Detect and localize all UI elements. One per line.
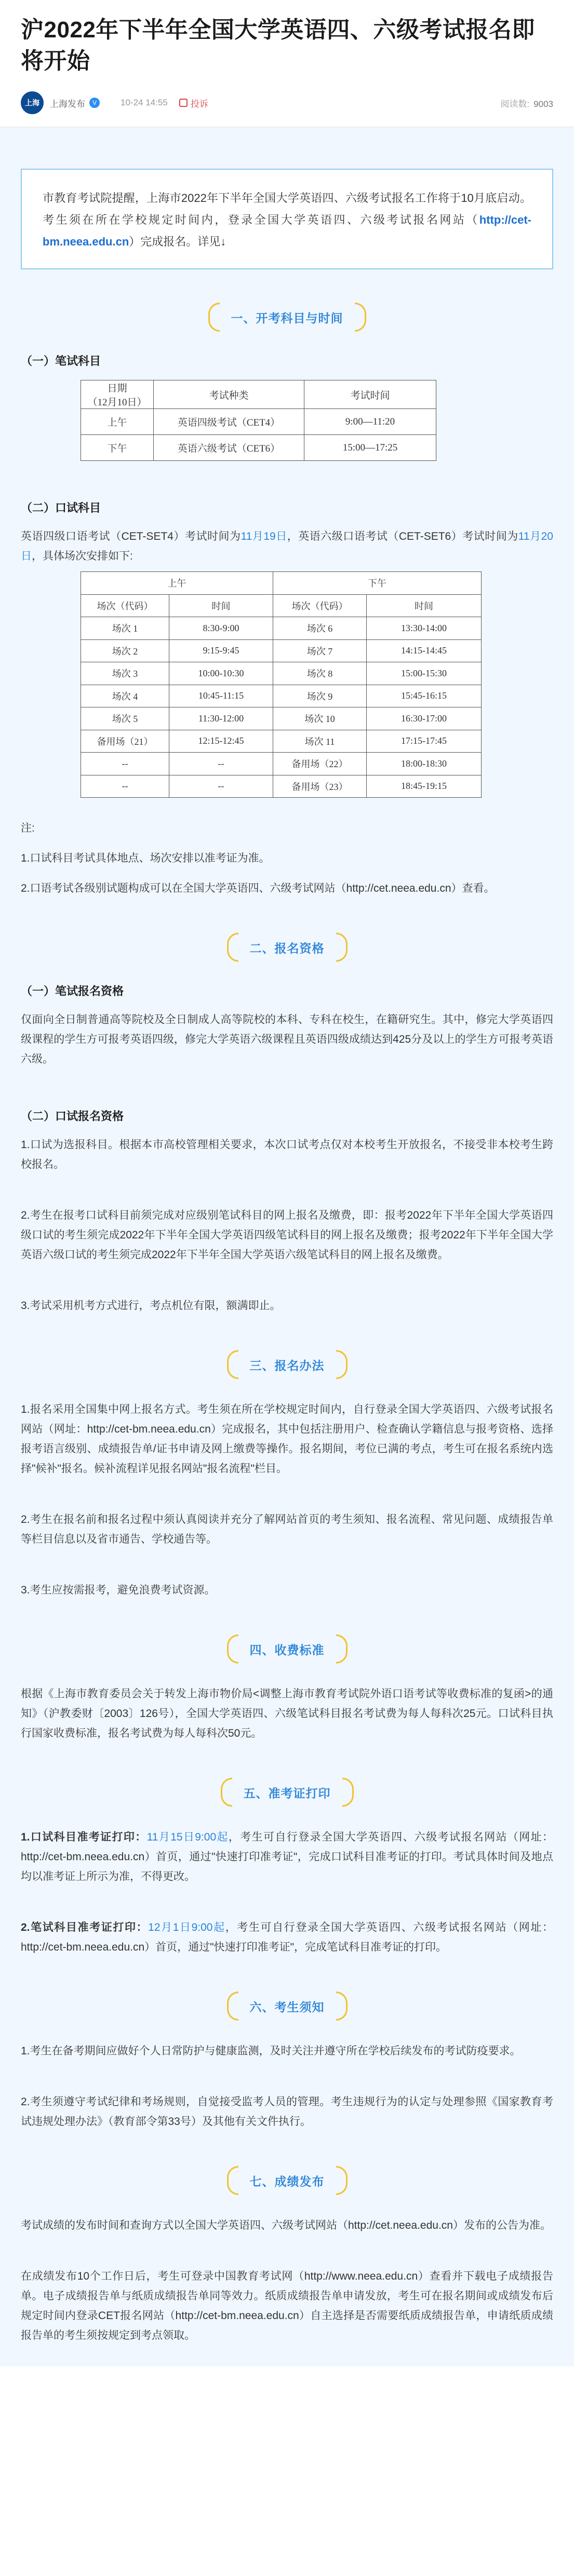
table-cell: 场次 2 xyxy=(81,639,169,662)
registration-link[interactable]: http://cet-bm.neea.edu.cn xyxy=(43,213,531,248)
table-row xyxy=(81,775,482,798)
table-cell: 备用场（21） xyxy=(81,730,169,753)
paragraph: 3.考生应按需报考，避免浪费考试资源。 xyxy=(21,1584,216,1596)
table-row xyxy=(81,753,482,775)
written-ticket-label: 2.笔试科目准考证打印： xyxy=(21,1921,149,1933)
section-title-2 xyxy=(21,933,553,962)
table-header-cell: 上午 xyxy=(81,572,273,595)
table-row xyxy=(81,662,482,685)
left-bracket-decor xyxy=(227,2166,238,2195)
section-title-text: 七、成绩发布 xyxy=(249,2174,325,2188)
avatar-text: 上海 xyxy=(25,99,39,107)
oral-date-2: 11月20日 xyxy=(21,530,553,562)
paragraph: 1.报名采用全国集中网上报名方式。考生须在所在学校规定时间内，自行登录全国大学英语四、六级考试报名网站（网址：http://cet-bm.neea.edu.cn）完成报名，其中包括注册用户、检查确认学籍信息与报考资格、选择报考语言级别、成绩报告单/证书申请及网上缴费等操作。报名期间，考位已满的考点，考生可在报名系统内选择"候补"报名。候补流程详见报名网站"报名流程"栏目。 xyxy=(21,1403,553,1475)
oral-date-1: 11月19日 xyxy=(241,530,287,542)
section-title-1 xyxy=(21,303,553,332)
publish-date: 10-24 14:55 xyxy=(121,98,168,107)
left-bracket-decor xyxy=(227,1992,238,2021)
admission-oral-paragraph xyxy=(21,1828,553,1887)
source-name[interactable]: 上海发布 xyxy=(50,99,85,109)
right-bracket-decor xyxy=(336,2166,348,2195)
right-bracket-decor xyxy=(336,1350,348,1379)
paragraph: 在成绩发布10个工作日后，考生可登录中国教育考试网（http://www.neea.edu.cn）查看并下载电子成绩报告单。电子成绩报告单与纸质成绩报告单同等效力。纸质成绩报告单申请发放，考生可在报名期间或成绩发布后规定时间内登录CET报名网站（http://cet-bm.neea.edu.cn）自主选择是否需要纸质成绩报告单，申请纸质成绩报告单的考生须按规定到考点领取。 xyxy=(21,2270,553,2341)
table-cell: 场次 9 xyxy=(273,685,367,707)
note-label: 注: xyxy=(21,822,35,834)
subtitle-oral-eligibility: （二）口试报名资格 xyxy=(21,1110,124,1123)
table-cell: 13:30-14:00 xyxy=(367,617,482,640)
section-title-6 xyxy=(21,1992,553,2021)
oral-text-c: ，具体场次安排如下: xyxy=(32,550,133,562)
table-header-row xyxy=(81,594,482,617)
right-bracket-decor xyxy=(355,303,366,332)
table-header-row xyxy=(81,572,482,595)
table-cell: 18:00-18:30 xyxy=(367,753,482,775)
table-cell: 8:30-9:00 xyxy=(169,617,273,640)
article-header xyxy=(0,0,574,114)
table-cell: 上午 xyxy=(81,409,154,435)
paragraph: 2.考生在报名前和报名过程中须认真阅读并充分了解网站首页的考生须知、报名流程、常见问题、成绩报告单等栏目信息以及省市通告、学校通告等。 xyxy=(21,1514,553,1545)
oral-ticket-text: ，考生可自行登录全国大学英语四、六级考试报名网站（网址：http://cet-bm.neea.edu.cn）首页，通过"快速打印准考证"，完成口试科目准考证的打印。考试具体时间及地点均以准考证上所示为准，不得更改。 xyxy=(21,1831,554,1883)
right-bracket-decor xyxy=(336,1992,348,2021)
table-header-cell: 时间 xyxy=(169,594,273,617)
table-cell: 15:45-16:15 xyxy=(367,685,482,707)
table-cell: 12:15-12:45 xyxy=(169,730,273,753)
paragraph: 根据《上海市教育委员会关于转发上海市物价局<调整上海市教育考试院外语口语考试等收费标准的复函>的通知》（沪教委财〔2003〕126号），全国大学英语四、六级笔试科目报名考试费为每人每科次25元。口试科目执行国家收费标准，报名考试费为每人每科次50元。 xyxy=(21,1688,553,1739)
table-header-cell: 场次（代码） xyxy=(273,594,367,617)
table-cell: 11:30-12:00 xyxy=(169,707,273,730)
right-bracket-decor xyxy=(336,1634,348,1664)
section-title-5 xyxy=(21,1778,553,1807)
subtitle-oral: （二）口试科目 xyxy=(21,501,101,514)
table-cell: 场次 4 xyxy=(81,685,169,707)
table-row xyxy=(81,435,436,461)
table-cell: 场次 8 xyxy=(273,662,367,685)
paragraph: 仅面向全日制普通高等院校及全日制成人高等院校的本科、专科在校生，在籍研究生。其中，修完大学英语四级课程的学生方可报考英语四级，修完大学英语六级课程且英语四级成绩达到425分及以上的学生方可报考英语六级。 xyxy=(21,1014,553,1065)
table-cell: 下午 xyxy=(81,435,154,461)
report-link[interactable] xyxy=(179,97,208,110)
table-cell: 16:30-17:00 xyxy=(367,707,482,730)
table-cell: -- xyxy=(169,753,273,775)
note-2: 2.口语考试各级别试题构成可以在全国大学英语四、六级考试网站（http://cet.neea.edu.cn）查看。 xyxy=(21,882,495,894)
admission-written-paragraph xyxy=(21,1918,553,1957)
right-bracket-decor xyxy=(342,1778,354,1807)
table-cell: 场次 6 xyxy=(273,617,367,640)
section-title-7 xyxy=(21,2166,553,2195)
section-title-text: 五、准考证打印 xyxy=(243,1786,331,1800)
section-title-4 xyxy=(21,1634,553,1664)
article-title: 沪2022年下半年全国大学英语四、六级考试报名即将开始 xyxy=(21,17,535,74)
table-cell: 场次 11 xyxy=(273,730,367,753)
oral-text-a: 英语四级口语考试（CET-SET4）考试时间为 xyxy=(21,530,241,542)
table-cell: 备用场（23） xyxy=(273,775,367,798)
table-cell: 9:15-9:45 xyxy=(169,639,273,662)
reads-label: 阅读数: xyxy=(500,99,530,109)
table-cell: 9:00—11:20 xyxy=(304,409,436,435)
oral-text-b: ，英语六级口语考试（CET-SET6）考试时间为 xyxy=(287,530,518,542)
table-cell: 17:15-17:45 xyxy=(367,730,482,753)
left-bracket-decor xyxy=(227,1350,238,1379)
table-cell: 场次 7 xyxy=(273,639,367,662)
section-title-text: 六、考生须知 xyxy=(249,2000,325,2014)
table-cell: 15:00—17:25 xyxy=(304,435,436,461)
table-header-cell: 下午 xyxy=(273,572,482,595)
table-row xyxy=(81,409,436,435)
left-bracket-decor xyxy=(227,1634,238,1664)
section-title-text: 二、报名资格 xyxy=(249,941,325,955)
table-cell: 场次 3 xyxy=(81,662,169,685)
left-bracket-decor xyxy=(221,1778,232,1807)
written-exam-table xyxy=(81,380,436,461)
paragraph: 考试成绩的发布时间和查询方式以全国大学英语四、六级考试网站（http://cet.neea.edu.cn）发布的公告为准。 xyxy=(21,2219,551,2231)
paragraph: 2.考生在报考口试科目前须完成对应级别笔试科目的网上报名及缴费，即：报考2022年下半年全国大学英语四级口试的考生须完成2022年下半年全国大学英语四级笔试科目的网上报名及缴费；报考2022年下半年全国大学英语六级口试的考生须完成2022年下半年全国大学英语六级笔试科目的网上报名及缴费。 xyxy=(21,1209,553,1261)
paragraph: 3.考试采用机考方式进行，考点机位有限，额满即止。 xyxy=(21,1300,281,1312)
written-ticket-date: 12月1日9:00起 xyxy=(148,1921,225,1933)
table-header-row xyxy=(81,380,436,409)
table-row xyxy=(81,730,482,753)
table-cell: 10:45-11:15 xyxy=(169,685,273,707)
table-cell: 18:45-19:15 xyxy=(367,775,482,798)
notice-text-after: ）完成报名。详见↓ xyxy=(129,235,226,248)
subtitle-written-eligibility: （一）笔试报名资格 xyxy=(21,985,124,998)
article-meta xyxy=(21,91,553,114)
table-cell: 场次 1 xyxy=(81,617,169,640)
table-cell: 14:15-14:45 xyxy=(367,639,482,662)
read-count xyxy=(500,97,553,110)
table-header-cell: 考试种类 xyxy=(154,380,304,409)
oral-ticket-label: 1.口试科目准考证打印： xyxy=(21,1831,147,1843)
left-bracket-decor xyxy=(227,933,238,962)
left-bracket-decor xyxy=(208,303,220,332)
table-header-cell: 日期 （12月10日） xyxy=(81,380,154,409)
reads-number: 9003 xyxy=(533,99,553,109)
notice-box xyxy=(21,169,553,269)
section-title-3 xyxy=(21,1350,553,1379)
table-cell: 10:00-10:30 xyxy=(169,662,273,685)
table-cell: 英语六级考试（CET6） xyxy=(154,435,304,461)
article-body xyxy=(0,127,574,2366)
report-label: 投诉 xyxy=(190,99,208,109)
table-header-cell: 时间 xyxy=(367,594,482,617)
table-cell: 场次 5 xyxy=(81,707,169,730)
table-cell: -- xyxy=(81,775,169,798)
notice-text: 市教育考试院提醒，上海市2022年下半年全国大学英语四、六级考试报名工作将于10月底启动。考生须在所在学校规定时间内，登录全国大学英语四、六级考试报名网站（ xyxy=(43,192,531,226)
table-row xyxy=(81,707,482,730)
note-1: 1.口试科目考试具体地点、场次安排以准考证为准。 xyxy=(21,852,270,864)
table-header-cell: 场次（代码） xyxy=(81,594,169,617)
table-row xyxy=(81,639,482,662)
section-title-text: 四、收费标准 xyxy=(249,1643,325,1657)
paragraph: 2.考生须遵守考试纪律和考场规则，自觉接受监考人员的管理。考生违规行为的认定与处理参照《国家教育考试违规处理办法》（教育部令第33号）及其他有关文件执行。 xyxy=(21,2096,553,2128)
table-cell: 15:00-15:30 xyxy=(367,662,482,685)
table-header-cell: 考试时间 xyxy=(304,380,436,409)
table-row xyxy=(81,685,482,707)
written-ticket-text: ，考生可自行登录全国大学英语四、六级考试报名网站（网址：http://cet-bm.neea.edu.cn）首页，通过"快速打印准考证"，完成笔试科目准考证的打印。 xyxy=(21,1921,554,1953)
table-cell: -- xyxy=(169,775,273,798)
oral-ticket-date: 11月15日9:00起 xyxy=(146,1831,229,1843)
verified-icon: V xyxy=(89,98,100,108)
paragraph: 1.口试为选报科目。根据本市高校管理相关要求，本次口试考点仅对本校考生开放报名，不接受非本校考生跨校报名。 xyxy=(21,1139,553,1170)
section-title-text: 一、开考科目与时间 xyxy=(231,311,343,325)
table-cell: -- xyxy=(81,753,169,775)
subtitle-written: （一）笔试科目 xyxy=(21,355,101,367)
oral-exam-paragraph xyxy=(21,527,553,566)
report-icon xyxy=(179,99,188,107)
avatar[interactable] xyxy=(21,91,44,114)
table-cell: 备用场（22） xyxy=(273,753,367,775)
oral-exam-table xyxy=(81,571,482,798)
paragraph: 1.考生在备考期间应做好个人日常防护与健康监测，及时关注并遵守所在学校后续发布的考试防疫要求。 xyxy=(21,2045,521,2057)
section-title-text: 三、报名办法 xyxy=(249,1358,325,1372)
table-cell: 场次 10 xyxy=(273,707,367,730)
right-bracket-decor xyxy=(336,933,348,962)
table-cell: 英语四级考试（CET4） xyxy=(154,409,304,435)
table-row xyxy=(81,617,482,640)
